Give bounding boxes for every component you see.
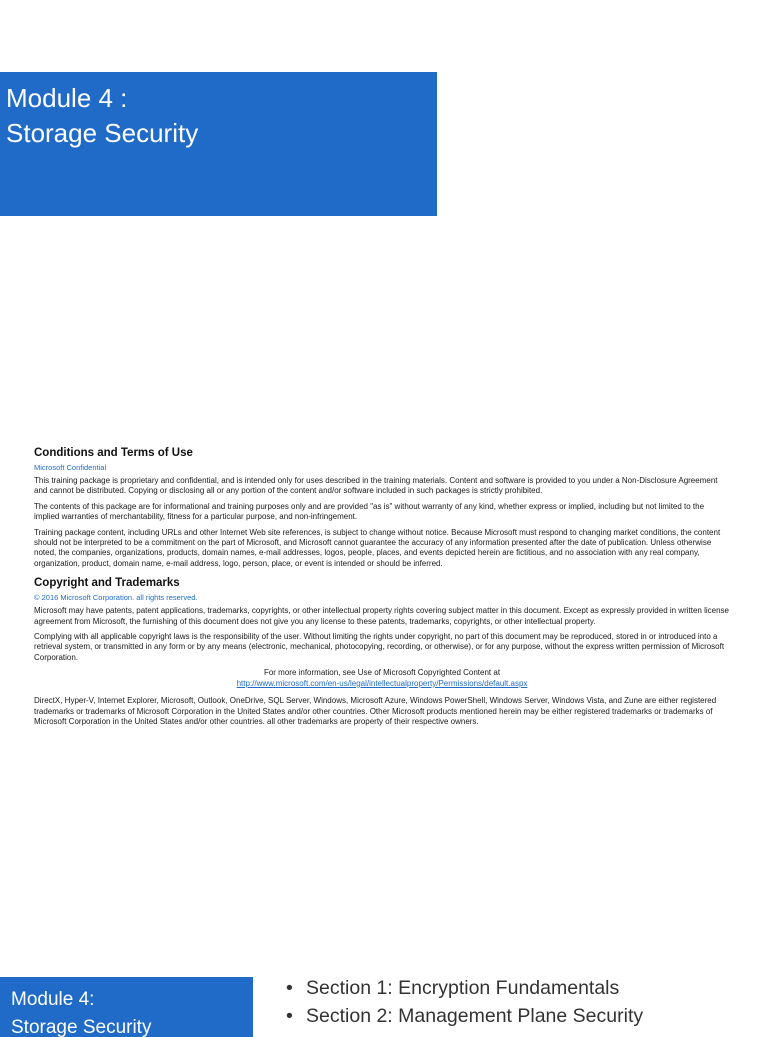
- agenda-title-banner: [0, 977, 253, 1037]
- terms-paragraph-3: Training package content, including URLs and other Internet Web site references, is subject to change without notice. Because Microsoft must respond to changing market conditions, the content should not be interpreted to be a commitment on the part of Microsoft, and Microsoft cannot guarantee the accuracy of any information presented after the date of publication. Unless otherwise noted, the companies, organizations, products, domain names, e-mail addresses, logos, people, places, and events depicted herein are fictitious, and no association with any real company, organization, product, domain name, e-mail address, logo, person, place, or event is intended or should be inferred.: [34, 527, 721, 568]
- copyright-paragraph-1: Microsoft may have patents, patent applications, trademarks, copyrights, or other intellectual property rights covering subject matter in this document. Except as expressly provided in written license agreement from Microsoft, the furnishing of this document does not give you any license to these patents, trademarks, copyrights, or other intellectual property.: [34, 606, 729, 626]
- copyright-line: © 2016 Microsoft Corporation. all rights reserved.: [34, 593, 198, 603]
- agenda-title-line2: Storage Security: [11, 1017, 152, 1037]
- module-title-line1: Module 4 :: [6, 83, 128, 113]
- section-item: [286, 974, 643, 1002]
- section-item-label: Section 1: Encryption Fundamentals: [306, 977, 620, 999]
- copyright-paragraph-2: Complying with all applicable copyright laws is the responsibility of the user. Without limiting the rights under copyright, no part of this document may be reproduced, stored in or introduced into a retrieval system, or transmitted in any form or by any means (electronic, mechanical, photocopying, recording, or otherwise), or for any purpose, without the express written permission of Microsoft Corporation.: [34, 632, 725, 662]
- section-list: [286, 974, 643, 1030]
- module-title-banner: [0, 72, 437, 216]
- terms-paragraph-2: The contents of this package are for informational and training purposes only and are provided "as is" without warranty of any kind, whether express or implied, including but not limited to the implied warranties of merchantability, fitness for a particular purpose, and non-infringement.: [34, 501, 705, 522]
- trademarks-paragraph: DirectX, Hyper-V, Internet Explorer, Microsoft, Outlook, OneDrive, SQL Server, Windows, Microsoft Azure, Windows PowerShell, Windows Server, Windows Vista, and Zune are either registered trademarks or trademarks of Microsoft Corporation in the United States and/or other countries. Other Microsoft products mentioned herein may be either registered trademarks or trademarks of Microsoft Corporation in the United States and/or other countries. all other trademarks are property of their respective owners.: [34, 696, 717, 726]
- section-item: [286, 1002, 643, 1030]
- terms-of-use-section: [34, 447, 730, 732]
- bullet-icon: •: [286, 1005, 293, 1027]
- more-info-text: For more information, see Use of Microsoft Copyrighted Content at: [263, 668, 501, 678]
- section-item-label: Section 2: Management Plane Security: [306, 1005, 644, 1027]
- permissions-link[interactable]: http://www.microsoft.com/en-us/legal/intellectualproperty/Permissions/default.aspx: [236, 678, 528, 688]
- copyright-heading: Copyright and Trademarks: [34, 577, 180, 590]
- module-title-line2: Storage Security: [6, 118, 199, 148]
- terms-paragraph-1: This training package is proprietary and confidential, and is intended only for uses described in the training materials. Content and software is provided to you under a Non-Disclosure Agreement and cannot be distributed. Copying or disclosing all or any portion of the content and/or software included in such packages is strictly prohibited.: [34, 476, 718, 496]
- agenda-title-line1: Module 4:: [11, 989, 95, 1010]
- bullet-icon: •: [286, 977, 293, 999]
- confidential-label: Microsoft Confidential: [34, 463, 107, 472]
- terms-heading: Conditions and Terms of Use: [34, 447, 193, 459]
